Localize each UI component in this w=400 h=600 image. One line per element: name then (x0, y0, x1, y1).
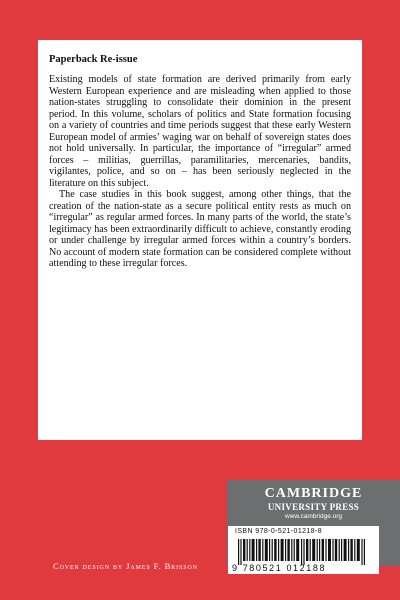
blurb-panel (38, 40, 362, 440)
publisher-subname: UNIVERSITY PRESS (267, 502, 360, 512)
publisher-url: www.cambridge.org (284, 513, 343, 520)
publisher-name: CAMBRIDGE (264, 486, 363, 501)
barcode-icon (238, 539, 370, 565)
reissue-heading: Paperback Re-issue (49, 54, 138, 65)
cover-design-credit: Cover design by James F. Brisson (53, 561, 198, 571)
barcode-digits: 9 780521 012188 (232, 563, 327, 573)
blurb-paragraph-1: Existing models of state formation are derived primarily from early Western European experience and are misleading when applied to those nation-states struggling to consolidate their dominion in the present period. In this volume, scholars of politics and State formation focusing on a variety of countries and time periods suggest that these early Western European model of armies’ waging war on behalf of sovereign states does not hold universally. In particular, the importance of “irregular” armed forces – militias, guerrillas, paramilitaries, mercenaries, bandits, vigilantes, police, and so on – has been seriously neglected in the literature on this subject. (49, 74, 351, 189)
barcode-panel (228, 526, 379, 574)
blurb-paragraph-2: The case studies in this book suggest, among other things, that the creation of the nation-state as a secure political entity rests as much on “irregular” as regular armed forces. In many parts of the world, the state’s legitimacy has been extraordinarily difficult to achieve, constantly eroding or under challenge by irregular armed forces within a country’s borders. No account of modern state formation can be considered complete without attending to these irregular forces. (49, 189, 351, 269)
isbn-label: ISBN 978-0-521-01218-8 (235, 528, 323, 535)
